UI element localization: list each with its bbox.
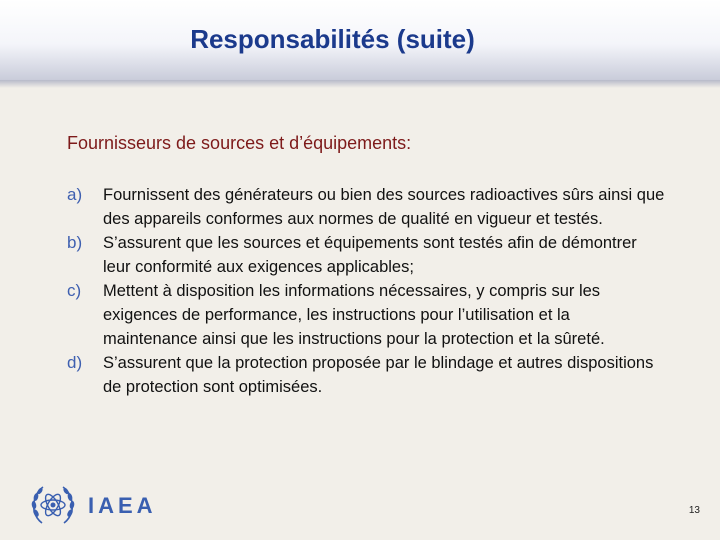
list-marker: b) [67,233,83,252]
page-number: 13 [688,505,700,516]
responsibilities-list [67,183,667,399]
list-item [67,351,667,399]
iaea-emblem-icon [28,481,78,531]
list-marker: d) [67,353,83,372]
list-item-text: Fournissent des générateurs ou bien des sources radioactives sûrs ainsi que des appareils conformes aux normes de qualité en vigueur et testés. [103,186,665,228]
intro-text: Fournisseurs de sources et d’équipements: [67,133,412,153]
logo-text: IAEA [88,493,157,518]
list-item-text: S’assurent que les sources et équipements sont testés afin de démontrer leur conformité aux exigences applicables; [103,234,637,276]
slide-header [0,0,720,80]
list-item-text: S’assurent que la protection proposée par le blindage et autres dispositions de protection sont optimisées. [103,354,654,396]
iaea-logo [28,481,188,531]
header-shadow [0,80,720,88]
list-item [67,231,667,279]
list-item [67,183,667,231]
list-item [67,279,667,351]
list-marker: a) [67,185,83,204]
list-marker: c) [67,281,82,300]
slide-title: Responsabilités (suite) [190,24,475,54]
list-item-text: Mettent à disposition les informations nécessaires, y compris sur les exigences de performance, les instructions pour l’utilisation et la maintenance ainsi que les instructions pour la protection et la sûreté. [103,282,605,348]
